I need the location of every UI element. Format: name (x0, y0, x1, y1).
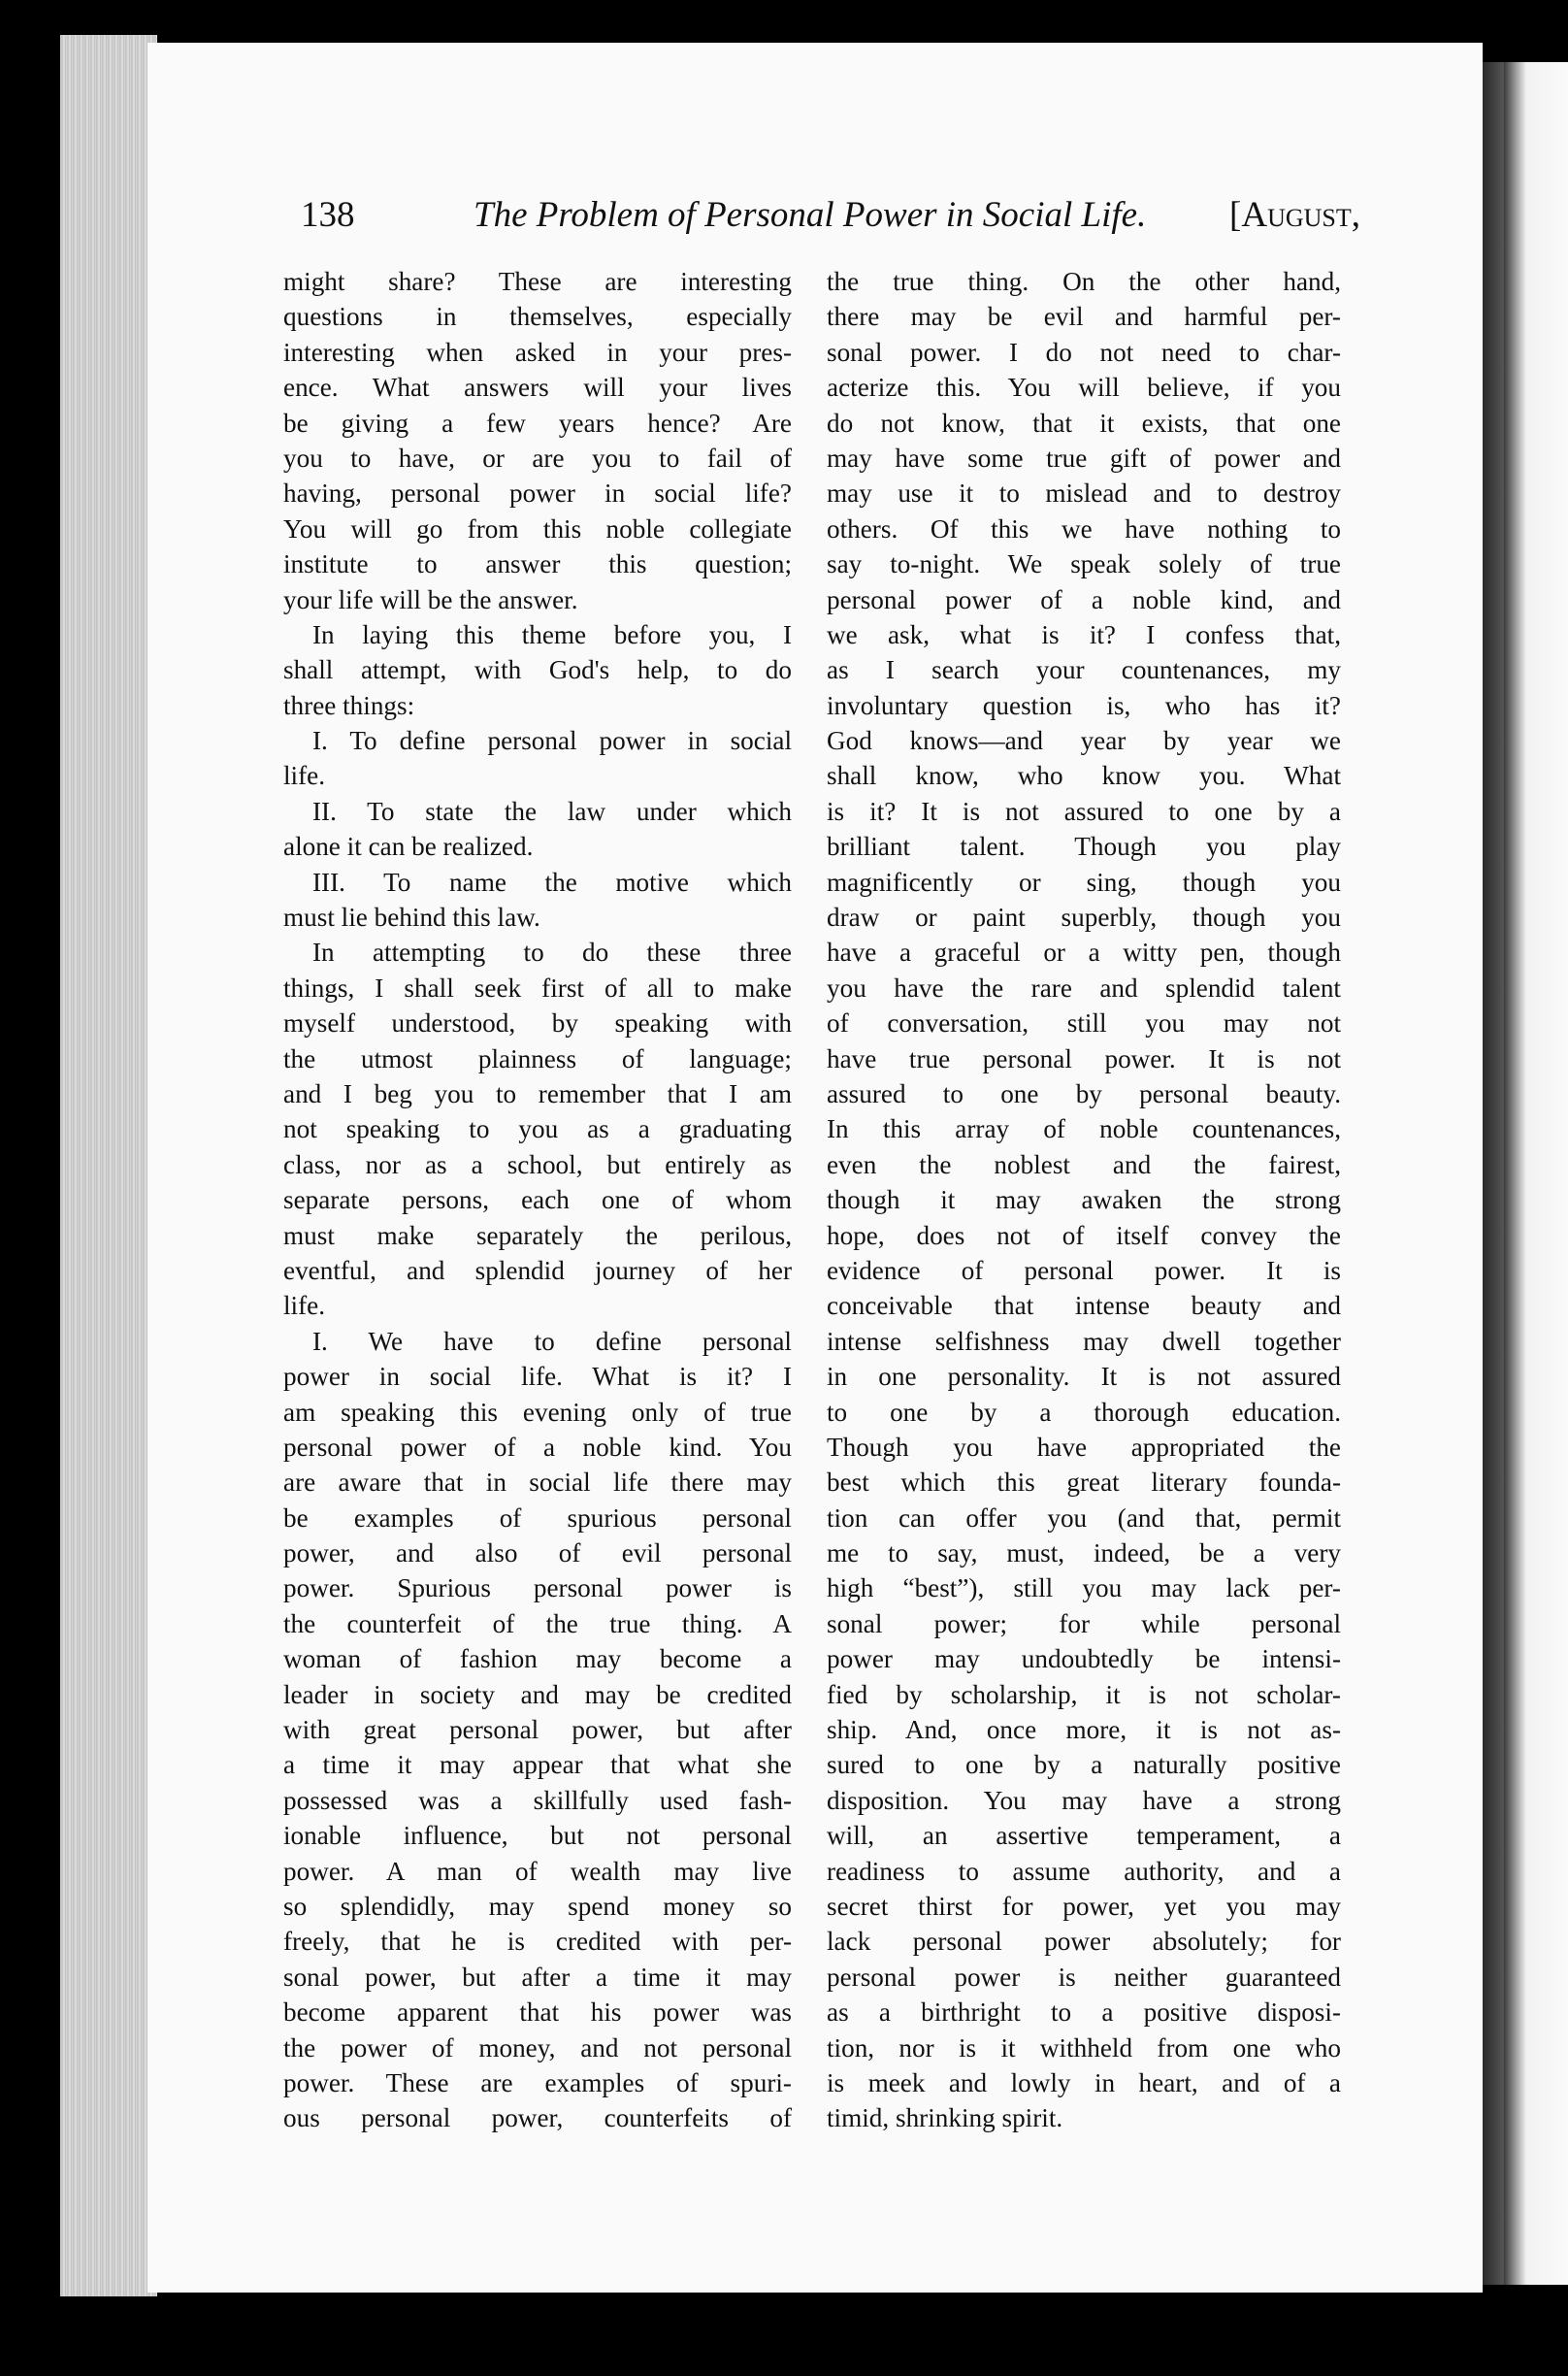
text-line: I. To define personal power in social (312, 726, 792, 756)
text-line: myself understood, by speaking with (283, 1008, 792, 1039)
text-line: ous personal power, counterfeits of (283, 2103, 792, 2133)
text-line: ence. What answers will your lives (283, 373, 792, 403)
text-line: we ask, what is it? I confess that, (827, 619, 1341, 649)
text-line: secret thirst for power, yet you may (827, 1891, 1341, 1921)
text-line: best which this great literary founda- (827, 1468, 1341, 1498)
text-line: magnificently or sing, though you (827, 867, 1341, 897)
text-line: you to have, or are you to fail of (283, 443, 792, 473)
text-line: personal power of a noble kind, and (827, 584, 1341, 614)
text-line: ionable influence, but not personal (283, 1821, 792, 1851)
text-line: alone it can be realized. (283, 832, 534, 862)
text-line: leader in society and may be credited (283, 1679, 792, 1709)
text-line: disposition. You may have a strong (827, 1785, 1341, 1815)
text-line: high “best”), still you may lack per- (827, 1573, 1341, 1603)
text-line: have a graceful or a witty pen, though (827, 938, 1341, 968)
text-line: interesting when asked in your pres- (283, 337, 792, 367)
text-line: conceivable that intense beauty and (827, 1291, 1341, 1321)
text-line: will, an assertive temperament, a (827, 1821, 1341, 1851)
text-line: in one personality. It is not assured (827, 1362, 1341, 1392)
text-line: hope, does not of itself convey the (827, 1220, 1341, 1250)
text-line: God knows—and year by year we (827, 726, 1341, 756)
text-line: brilliant talent. Though you play (827, 832, 1341, 862)
text-line: the counterfeit of the true thing. A (283, 1608, 792, 1638)
text-line: intense selfishness may dwell together (827, 1326, 1341, 1356)
text-line: timid, shrinking spirit. (827, 2103, 1063, 2133)
text-line: ship. And, once more, it is not as- (827, 1715, 1341, 1745)
text-line: the true thing. On the other hand, (827, 267, 1341, 296)
text-line: be examples of spurious personal (283, 1502, 792, 1533)
text-line: is meek and lowly in heart, and of a (827, 2067, 1341, 2097)
text-line: as I search your countenances, my (827, 655, 1341, 685)
text-line: woman of fashion may become a (283, 1644, 792, 1674)
text-line: involuntary question is, who has it? (827, 690, 1341, 720)
text-line: things, I shall seek first of all to make (283, 973, 792, 1003)
text-line: me to say, must, indeed, be a very (827, 1538, 1341, 1568)
text-line: shall know, who know you. What (827, 761, 1341, 791)
text-line: tion can offer you (and that, permit (827, 1502, 1341, 1533)
text-line: you have the rare and splendid talent (827, 973, 1341, 1003)
text-line: power. A man of wealth may live (283, 1856, 792, 1886)
text-line: are aware that in social life there may (283, 1468, 792, 1498)
text-line: freely, that he is credited with per- (283, 1927, 792, 1957)
text-line: might share? These are interesting (283, 267, 792, 296)
text-line: there may be evil and harmful per- (827, 302, 1341, 332)
text-line: say to-night. We speak solely of true (827, 549, 1341, 579)
facing-page-edge (1504, 62, 1568, 2285)
text-line: In laying this theme before you, I (312, 619, 792, 649)
text-line: must make separately the perilous, (283, 1220, 792, 1250)
text-line: power. These are examples of spuri- (283, 2067, 792, 2097)
text-line: draw or paint superbly, though you (827, 903, 1341, 933)
text-line: fied by scholarship, it is not scholar- (827, 1679, 1341, 1709)
text-line: and I beg you to remember that I am (283, 1078, 792, 1108)
text-line: even the noblest and the fairest, (827, 1149, 1341, 1179)
text-line: questions in themselves, especially (283, 302, 792, 332)
text-line: sured to one by a naturally positive (827, 1750, 1341, 1780)
text-line: become apparent that his power was (283, 1997, 792, 2028)
text-line: the utmost plainness of language; (283, 1043, 792, 1073)
text-line: having, personal power in social life? (283, 478, 792, 509)
text-line: power may undoubtedly be intensi- (827, 1644, 1341, 1674)
text-line: with great personal power, but after (283, 1715, 792, 1745)
text-line: Though you have appropriated the (827, 1432, 1341, 1462)
left-text-column (283, 264, 792, 2136)
text-line: sonal power, but after a time it may (283, 1962, 792, 1992)
text-line: life. (283, 761, 326, 791)
page-number: 138 (301, 195, 355, 235)
text-line: though it may awaken the strong (827, 1185, 1341, 1215)
text-line: the power of money, and not personal (283, 2032, 792, 2062)
text-line: am speaking this evening only of true (283, 1397, 792, 1427)
text-line: II. To state the law under which (312, 796, 792, 826)
text-line: three things: (283, 690, 415, 720)
text-line: power in social life. What is it? I (283, 1362, 792, 1392)
text-line: eventful, and splendid journey of her (283, 1255, 792, 1285)
text-line: may use it to mislead and to destroy (827, 478, 1341, 509)
text-line: shall attempt, with God's help, to do (283, 655, 792, 685)
text-line: others. Of this we have nothing to (827, 513, 1341, 544)
text-line: may have some true gift of power and (827, 443, 1341, 473)
text-line: personal power is neither guaranteed (827, 1962, 1341, 1992)
text-line: not speaking to you as a graduating (283, 1114, 792, 1144)
text-line: must lie behind this law. (283, 903, 540, 933)
text-line: power, and also of evil personal (283, 1538, 792, 1568)
text-line: personal power of a noble kind. You (283, 1432, 792, 1462)
text-line: tion, nor is it withheld from one who (827, 2032, 1341, 2062)
text-line: life. (283, 1291, 326, 1321)
text-line: have true personal power. It is not (827, 1043, 1341, 1073)
text-line: of conversation, still you may not (827, 1008, 1341, 1039)
text-line: do not know, that it exists, that one (827, 408, 1341, 438)
header-month: [August, (1229, 195, 1360, 235)
text-line: be giving a few years hence? Are (283, 408, 792, 438)
text-line: In attempting to do these three (312, 938, 792, 968)
right-text-column (827, 264, 1341, 2136)
text-line: In this array of noble countenances, (827, 1114, 1341, 1144)
text-line: III. To name the motive which (312, 867, 792, 897)
text-line: lack personal power absolutely; for (827, 1927, 1341, 1957)
text-line: your life will be the answer. (283, 584, 578, 614)
running-title: The Problem of Personal Power in Social Life. (474, 195, 1147, 235)
text-line: a time it may appear that what she (283, 1750, 792, 1780)
text-line: class, nor as a school, but entirely as (283, 1149, 792, 1179)
text-line: sonal power. I do not need to char- (827, 337, 1341, 367)
text-line: assured to one by personal beauty. (827, 1078, 1341, 1108)
text-line: possessed was a skillfully used fash- (283, 1785, 792, 1815)
text-line: is it? It is not assured to one by a (827, 796, 1341, 826)
text-line: evidence of personal power. It is (827, 1255, 1341, 1285)
text-line: separate persons, each one of whom (283, 1185, 792, 1215)
running-header (301, 194, 1360, 248)
text-line: as a birthright to a positive disposi- (827, 1997, 1341, 2028)
text-line: so splendidly, may spend money so (283, 1891, 792, 1921)
text-line: institute to answer this question; (283, 549, 792, 579)
text-line: readiness to assume authority, and a (827, 1856, 1341, 1886)
text-line: to one by a thorough education. (827, 1397, 1341, 1427)
stacked-page-edges (60, 35, 157, 2296)
text-line: sonal power; for while personal (827, 1608, 1341, 1638)
text-line: power. Spurious personal power is (283, 1573, 792, 1603)
text-line: acterize this. You will believe, if you (827, 373, 1341, 403)
text-line: You will go from this noble collegiate (283, 513, 792, 544)
text-line: I. We have to define personal (312, 1326, 792, 1356)
